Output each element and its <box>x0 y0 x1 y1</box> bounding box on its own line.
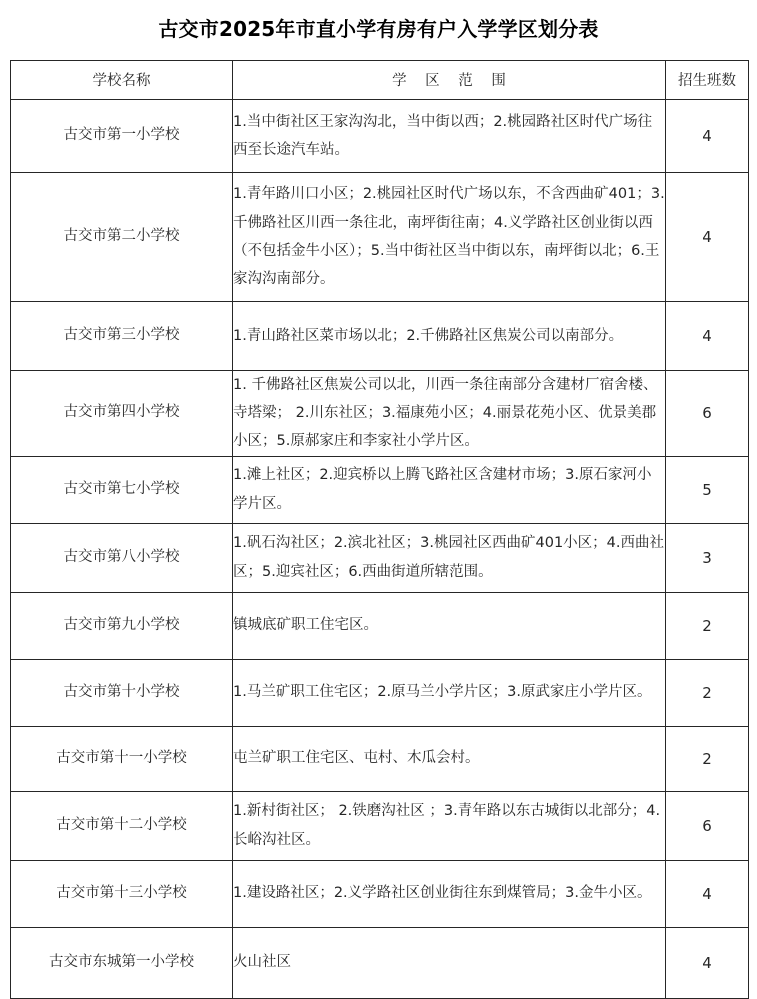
cell-district-range: 火山社区 <box>233 927 666 998</box>
cell-class-count: 5 <box>666 456 749 523</box>
cell-school-name: 古交市第八小学校 <box>11 523 233 592</box>
table-row <box>11 301 749 370</box>
cell-class-count: 2 <box>666 592 749 659</box>
column-header-district-range: 学 区 范 围 <box>233 60 666 99</box>
table-row <box>11 659 749 726</box>
cell-school-name: 古交市第十二小学校 <box>11 791 233 860</box>
cell-class-count: 6 <box>666 370 749 456</box>
column-header-school-name: 学校名称 <box>11 60 233 99</box>
table-row <box>11 172 749 301</box>
cell-district-range: 1.新村街社区； 2.铁磨沟社区 ；3.青年路以东古城街以北部分；4.长峪沟社区。 <box>233 791 666 860</box>
cell-school-name: 古交市第十小学校 <box>11 659 233 726</box>
cell-class-count: 6 <box>666 791 749 860</box>
cell-class-count: 4 <box>666 860 749 927</box>
cell-school-name: 古交市第九小学校 <box>11 592 233 659</box>
cell-class-count: 4 <box>666 99 749 172</box>
table-row <box>11 726 749 791</box>
table-row <box>11 456 749 523</box>
cell-school-name: 古交市第四小学校 <box>11 370 233 456</box>
cell-class-count: 4 <box>666 301 749 370</box>
cell-school-name: 古交市第一小学校 <box>11 99 233 172</box>
cell-school-name: 古交市第七小学校 <box>11 456 233 523</box>
page-title: 古交市2025年市直小学有房有户入学学区划分表 <box>158 17 599 42</box>
cell-school-name: 古交市第三小学校 <box>11 301 233 370</box>
table-body <box>11 99 749 998</box>
cell-district-range: 镇城底矿职工住宅区。 <box>233 592 666 659</box>
cell-district-range: 1.滩上社区；2.迎宾桥以上腾飞路社区含建材市场；3.原石家河小学片区。 <box>233 456 666 523</box>
cell-class-count: 3 <box>666 523 749 592</box>
cell-class-count: 4 <box>666 172 749 301</box>
cell-district-range: 1.当中街社区王家沟沟北，当中街以西；2.桃园路社区时代广场往西至长途汽车站。 <box>233 99 666 172</box>
table-row <box>11 592 749 659</box>
cell-school-name: 古交市第二小学校 <box>11 172 233 301</box>
cell-school-name: 古交市第十一小学校 <box>11 726 233 791</box>
column-header-class-count: 招生班数 <box>666 60 749 99</box>
table-row <box>11 860 749 927</box>
cell-district-range: 屯兰矿职工住宅区、屯村、木瓜会村。 <box>233 726 666 791</box>
cell-district-range: 1. 千佛路社区焦炭公司以北，川西一条往南部分含建材厂宿舍楼、寺塔梁； 2.川东社区；3.福康苑小区；4.丽景花苑小区、优景美郡小区；5.原郝家庄和李家社小学片区。 <box>233 370 666 456</box>
table-row <box>11 99 749 172</box>
cell-class-count: 2 <box>666 659 749 726</box>
cell-district-range: 1.马兰矿职工住宅区；2.原马兰小学片区；3.原武家庄小学片区。 <box>233 659 666 726</box>
cell-class-count: 2 <box>666 726 749 791</box>
table-row <box>11 370 749 456</box>
cell-district-range: 1.建设路社区；2.义学路社区创业街往东到煤管局；3.金牛小区。 <box>233 860 666 927</box>
table-header <box>11 60 749 99</box>
cell-district-range: 1.青年路川口小区；2.桃园社区时代广场以东，不含西曲矿401；3.千佛路社区川西一条往北，南坪街往南；4.义学路社区创业街以西（不包括金牛小区）；5.当中街社区当中街以东，南坪街以北；6.王家沟沟南部分。 <box>233 172 666 301</box>
cell-school-name: 古交市东城第一小学校 <box>11 927 233 998</box>
table-row <box>11 927 749 998</box>
cell-district-range: 1.青山路社区菜市场以北；2.千佛路社区焦炭公司以南部分。 <box>233 301 666 370</box>
page-root <box>0 13 757 972</box>
cell-class-count: 4 <box>666 927 749 998</box>
table-row <box>11 791 749 860</box>
table-header-row <box>11 60 749 99</box>
school-district-table <box>10 60 749 999</box>
cell-school-name: 古交市第十三小学校 <box>11 860 233 927</box>
table-row <box>11 523 749 592</box>
table-container <box>0 60 757 999</box>
cell-district-range: 1.矾石沟社区；2.滨北社区；3.桃园社区西曲矿401小区；4.西曲社区；5.迎宾社区；6.西曲街道所辖范围。 <box>233 523 666 592</box>
